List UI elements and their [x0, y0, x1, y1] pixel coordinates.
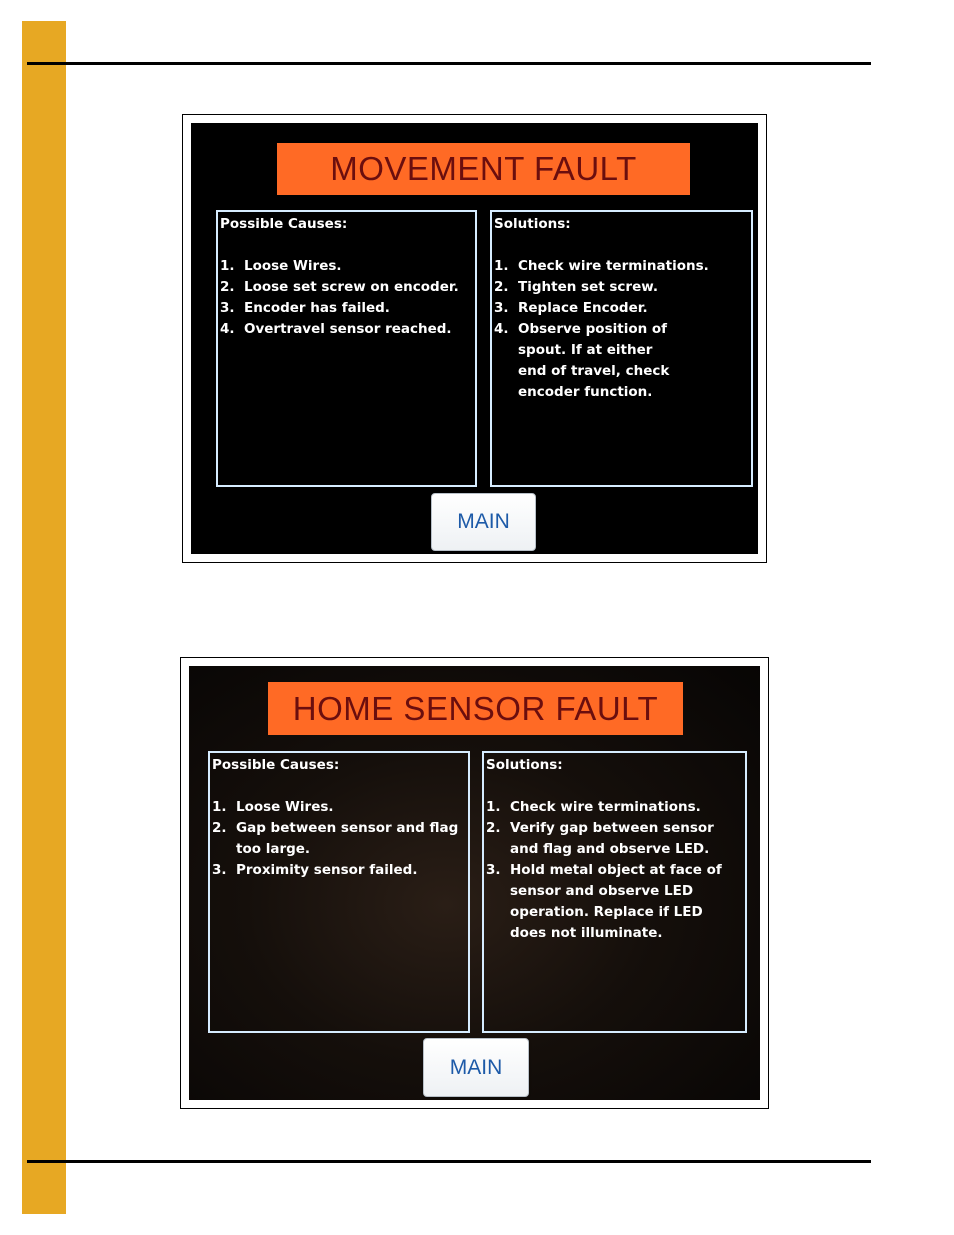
item-number: 3. [494, 300, 509, 316]
list-item [220, 298, 471, 319]
list-item [494, 256, 747, 277]
item-text: Loose Wires. [236, 799, 334, 815]
screen-display [191, 123, 758, 554]
item-text: Overtravel sensor reached. [244, 321, 452, 337]
item-text: Tighten set screw. [518, 279, 658, 295]
footer-rule [27, 1160, 871, 1163]
list-item [486, 860, 741, 944]
list-item [220, 319, 471, 340]
solutions-list [486, 797, 741, 944]
fault-title: MOVEMENT FAULT [277, 143, 690, 195]
possible-causes-panel [208, 751, 470, 1033]
panel-heading: Solutions: [494, 216, 571, 232]
item-number: 2. [212, 820, 227, 836]
panel-heading: Possible Causes: [220, 216, 348, 232]
possible-causes-panel [216, 210, 477, 487]
item-number: 2. [494, 279, 509, 295]
list-item [220, 256, 471, 277]
list-item [494, 298, 747, 319]
item-text: Hold metal object at face of sensor and observe LED operation. Replace if LED does not illuminate. [510, 862, 722, 941]
list-item [212, 818, 464, 860]
item-text: Loose set screw on encoder. [244, 279, 459, 295]
item-number: 2. [486, 820, 501, 836]
movement-fault-screenshot [182, 114, 767, 563]
item-number: 4. [220, 321, 235, 337]
item-text: Replace Encoder. [518, 300, 648, 316]
panel-heading: Possible Causes: [212, 757, 340, 773]
solutions-panel [482, 751, 747, 1033]
causes-list [212, 797, 464, 881]
list-item [212, 797, 464, 818]
item-number: 3. [212, 862, 227, 878]
screen-display [189, 666, 760, 1100]
main-button[interactable]: MAIN [431, 493, 536, 551]
item-text: Gap between sensor and flag too large. [236, 820, 459, 857]
list-item [212, 860, 464, 881]
item-number: 3. [220, 300, 235, 316]
item-text: Verify gap between sensor and flag and observe LED. [510, 820, 714, 857]
list-item [220, 277, 471, 298]
header-rule [27, 62, 871, 65]
page-accent-bar [22, 21, 66, 1214]
item-text: Proximity sensor failed. [236, 862, 418, 878]
item-number: 1. [212, 799, 227, 815]
solutions-panel [490, 210, 753, 487]
item-text: Observe position of spout. If at either end of travel, check encoder function. [518, 321, 670, 400]
item-number: 3. [486, 862, 501, 878]
solutions-list [494, 256, 747, 403]
item-number: 2. [220, 279, 235, 295]
list-item [494, 277, 747, 298]
home-sensor-fault-screenshot [180, 657, 769, 1109]
item-text: Loose Wires. [244, 258, 342, 274]
item-number: 1. [220, 258, 235, 274]
item-text: Encoder has failed. [244, 300, 390, 316]
item-text: Check wire terminations. [518, 258, 709, 274]
item-number: 1. [494, 258, 509, 274]
panel-heading: Solutions: [486, 757, 563, 773]
main-button[interactable]: MAIN [423, 1038, 529, 1097]
list-item [486, 818, 741, 860]
item-number: 1. [486, 799, 501, 815]
list-item [486, 797, 741, 818]
list-item [494, 319, 747, 403]
causes-list [220, 256, 471, 340]
item-text: Check wire terminations. [510, 799, 701, 815]
item-number: 4. [494, 321, 509, 337]
fault-title: HOME SENSOR FAULT [268, 682, 683, 735]
